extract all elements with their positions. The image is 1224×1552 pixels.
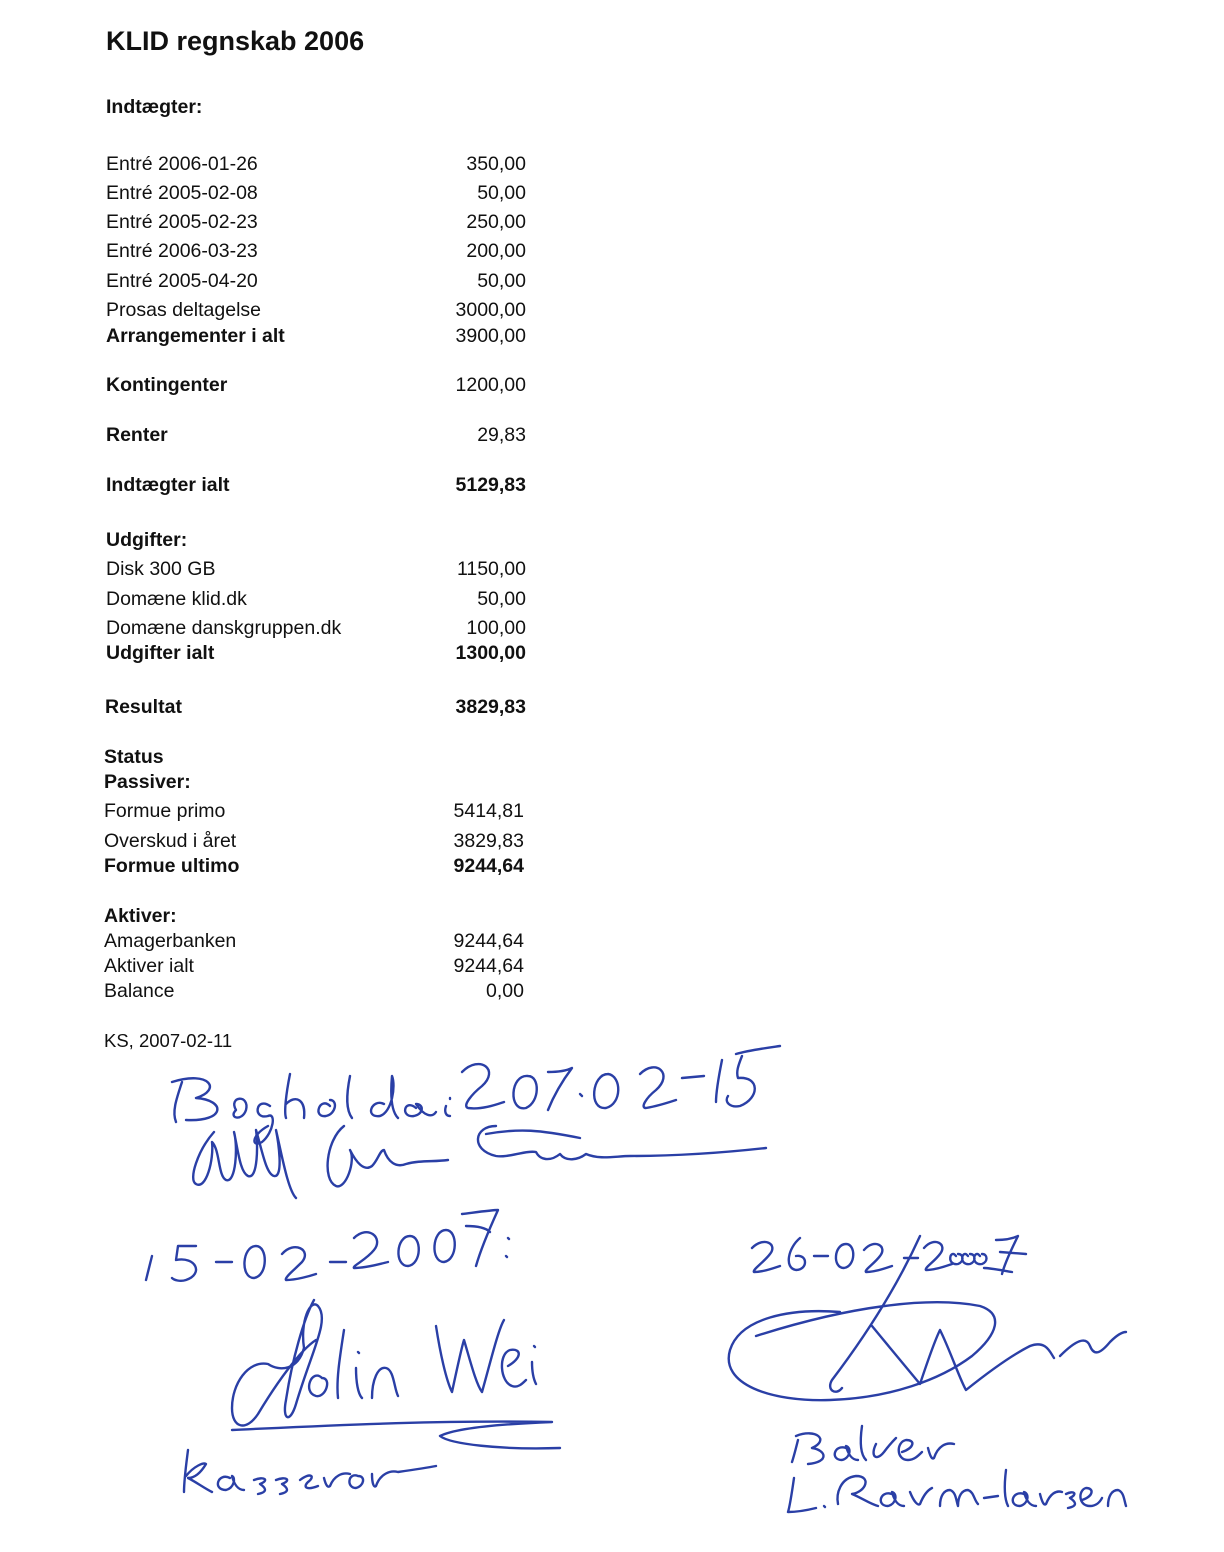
liabilities-heading: Passiver: (104, 771, 191, 793)
events-total-label: Arrangementer i alt (106, 325, 285, 347)
expense-label: Domæne klid.dk (106, 588, 247, 610)
auditor-role-handwriting (792, 1426, 954, 1464)
income-label: Entré 2006-01-26 (106, 153, 258, 175)
auditor-name-handwriting (788, 1470, 1126, 1512)
income-heading: Indtægter: (106, 96, 203, 118)
income-label: Entré 2005-04-20 (106, 270, 258, 292)
asset-amount: 9244,64 (453, 930, 524, 952)
result-label: Resultat (105, 696, 182, 718)
income-label: Entré 2005-02-08 (106, 182, 258, 204)
treasurer-role-handwriting (184, 1450, 436, 1494)
expense-label: Domæne danskgruppen.dk (106, 617, 342, 639)
liability-amount: 3829,83 (453, 830, 524, 852)
income-amount: 3000,00 (455, 299, 526, 321)
interest-label: Renter (106, 424, 168, 446)
memberships-amount: 1200,00 (455, 374, 526, 396)
treasurer-date-handwriting (146, 1210, 509, 1281)
expense-label: Disk 300 GB (106, 558, 216, 580)
interest-amount: 29,83 (477, 424, 526, 446)
expenses-total-amount: 1300,00 (455, 642, 526, 664)
bookkeeper-approval-handwriting (172, 1046, 780, 1144)
expense-amount: 1150,00 (456, 558, 526, 580)
expenses-total-label: Udgifter ialt (106, 642, 215, 664)
events-total-amount: 3900,00 (455, 325, 526, 347)
expense-amount: 50,00 (477, 588, 526, 610)
liabilities-total-amount: 9244,64 (453, 855, 524, 877)
income-amount: 200,00 (466, 240, 526, 262)
treasurer-signature (232, 1300, 560, 1448)
income-label: Entré 2005-02-23 (106, 211, 258, 233)
status-heading: Status (104, 746, 164, 768)
income-amount: 50,00 (477, 270, 526, 292)
asset-label: Aktiver ialt (104, 955, 194, 977)
liability-label: Formue primo (104, 800, 226, 822)
footer-signature-date: KS, 2007-02-11 (104, 1030, 233, 1051)
asset-amount: 9244,64 (453, 955, 524, 977)
asset-label: Balance (104, 980, 175, 1002)
income-total-label: Indtægter ialt (106, 474, 230, 496)
assets-heading: Aktiver: (104, 905, 177, 927)
auditor-date-handwriting (752, 1236, 1026, 1274)
asset-label: Amagerbanken (104, 930, 237, 952)
result-amount: 3829,83 (455, 696, 526, 718)
income-amount: 250,00 (466, 211, 526, 233)
income-amount: 350,00 (466, 153, 526, 175)
memberships-label: Kontingenter (106, 374, 228, 396)
bookkeeper-signature-scribble (193, 1126, 766, 1198)
asset-amount: 0,00 (486, 980, 524, 1002)
income-label: Prosas deltagelse (106, 299, 262, 321)
income-total-amount: 5129,83 (455, 474, 526, 496)
liability-amount: 5414,81 (453, 800, 524, 822)
liabilities-total-label: Formue ultimo (104, 855, 240, 877)
expense-amount: 100,00 (466, 617, 526, 639)
expenses-heading: Udgifter: (106, 529, 188, 551)
income-label: Entré 2006-03-23 (106, 240, 258, 262)
document-title: KLID regnskab 2006 (106, 26, 365, 56)
liability-label: Overskud i året (104, 830, 237, 852)
income-amount: 50,00 (477, 182, 526, 204)
